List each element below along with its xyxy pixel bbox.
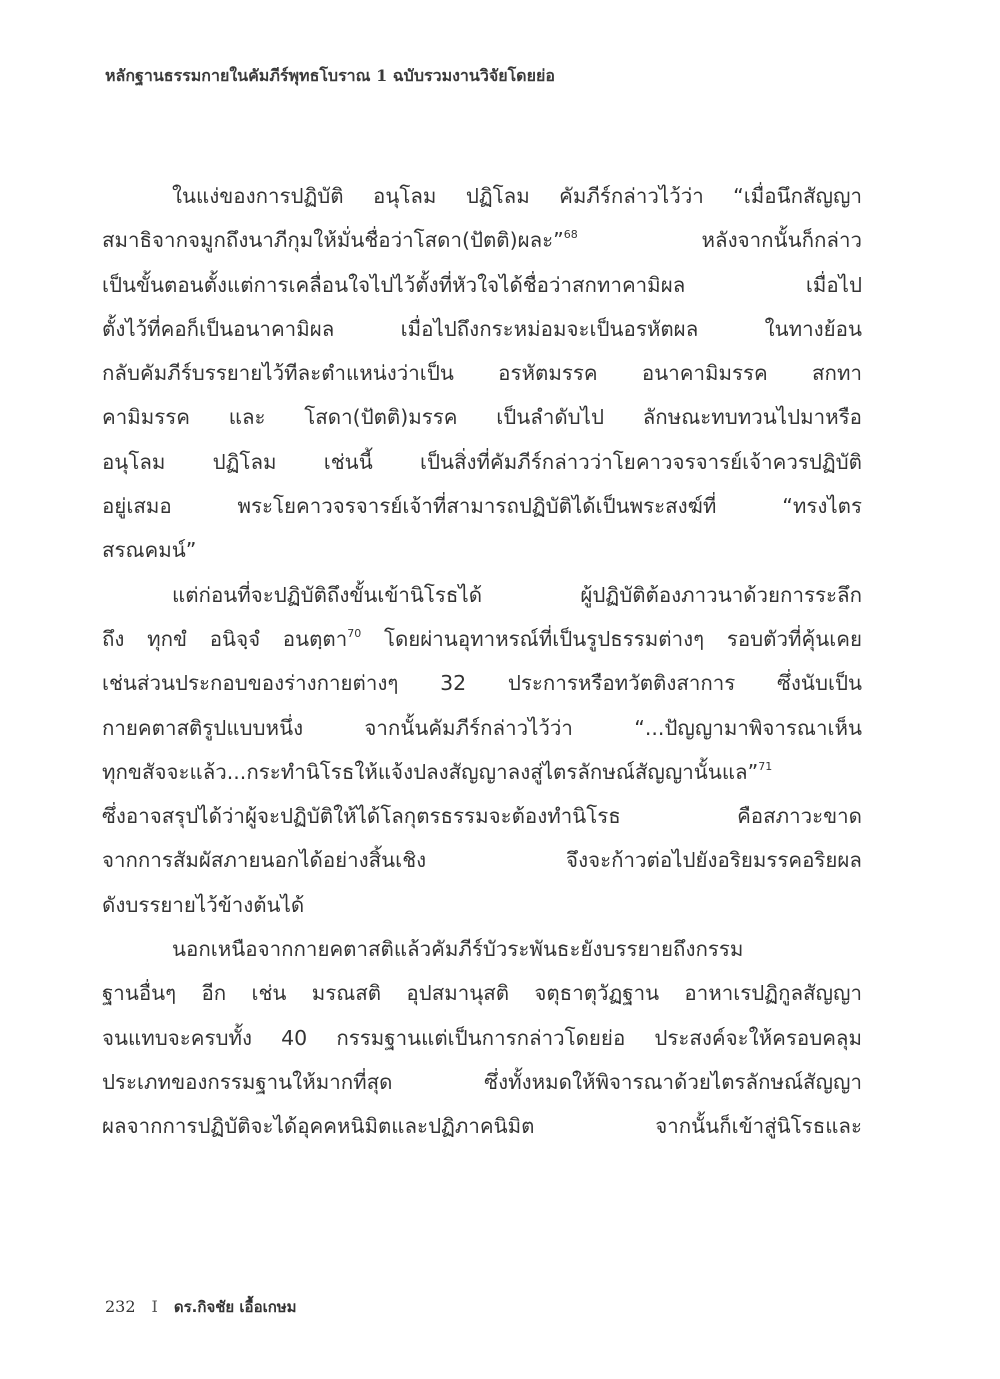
author-name: ดร.กิจชัย เอื้อเกษม	[173, 1298, 297, 1316]
text-line: ประเภทของกรรมฐานให้มากที่สุด ซึ่งทั้งหมดให้พิจารณาด้วยไตรลักษณ์สัญญา	[102, 1069, 862, 1094]
running-header	[105, 64, 555, 89]
text-line: ดังบรรยายไว้ข้างต้นได้	[102, 892, 305, 917]
text-line: ในแง่ของการปฏิบัติ อนุโลม ปฏิโลม คัมภีร์กล่าวไว้ว่า “เมื่อนึกสัญญา	[172, 184, 862, 208]
footnote-ref: 68	[563, 228, 578, 242]
text-line: อยู่เสมอ พระโยคาวจรจารย์เจ้าที่สามารถปฏิบัติได้เป็นพระสงฆ์ที่ “ทรงไตร	[102, 494, 862, 519]
body-text	[102, 174, 862, 1149]
text-line: ถึง ทุกขํ อนิจฺจํ อนตฺตา$^{70}$ โดยผ่านอุทาหรณ์ที่เป็นรูปธรรมต่างๆ รอบตัวที่คุ้นเคย	[102, 626, 862, 651]
text-line: อนุโลม ปฏิโลม เช่นนี้ เป็นสิ่งที่คัมภีร์กล่าวว่าโยคาวจรจารย์เจ้าควรปฏิบัติ	[102, 449, 862, 474]
footer-separator: I	[151, 1297, 158, 1316]
text-line: คามิมรรค และ โสดา(ปัตติ)มรรค เป็นลำดับไป ลักษณะทบทวนไปมาหรือ	[102, 405, 862, 430]
paragraph-2	[102, 573, 862, 927]
text-line: ทุกขสัจจะแล้ว...กระทำนิโรธให้แจ้งปลงสัญญาลงสู่ไตรลักษณ์สัญญานั้นแล”$^{71}$	[102, 759, 773, 784]
text-line: แต่ก่อนที่จะปฏิบัติถึงขั้นเข้านิโรธได้ ผู้ปฏิบัติต้องภาวนาด้วยการระลึก	[172, 582, 862, 607]
text-line: เป็นขั้นตอนตั้งแต่การเคลื่อนใจไปไว้ตั้งที่หัวใจได้ชื่อว่าสกทาคามิผล เมื่อไป	[102, 272, 862, 297]
text-line: จนแทบจะครบทั้ง 40 กรรมฐานแต่เป็นการกล่าวโดยย่อ ประสงค์จะให้ครอบคลุม	[102, 1025, 862, 1050]
text-line: จากการสัมผัสภายนอกได้อย่างสิ้นเชิง จึงจะก้าวต่อไปยังอริยมรรคอริยผล	[102, 848, 862, 873]
text-line: กลับคัมภีร์บรรยายไว้ทีละตำแหน่งว่าเป็น อรหัตมรรค อนาคามิมรรค สกทา	[102, 361, 862, 386]
text-line: เช่นส่วนประกอบของร่างกายต่างๆ 32 ประการหรือทวัตติงสาการ ซึ่งนับเป็น	[102, 671, 862, 696]
book-title: หลักฐานธรรมกายในคัมภีร์พุทธโบราณ 1 ฉบับรวมงานวิจัยโดยย่อ	[105, 66, 555, 85]
paragraph-3	[102, 927, 862, 1148]
text-line: ตั้งไว้ที่คอก็เป็นอนาคามิผล เมื่อไปถึงกระหม่อมจะเป็นอรหัตผล ในทางย้อน	[102, 316, 862, 341]
text-line: นอกเหนือจากกายคตาสติแล้วคัมภีร์บัวระพันธะยังบรรยายถึงกรรม	[172, 937, 744, 962]
text-line: สมาธิจากจมูกถึงนาภีกุมให้มั่นชื่อว่าโสดา(ปัตติ)ผละ”$^{68}$ หลังจากนั้นก็กล่าว	[102, 228, 862, 253]
footnote-ref: 71	[758, 759, 773, 773]
page-number: 232	[105, 1297, 136, 1316]
page-footer	[105, 1295, 297, 1319]
paragraph-1	[102, 174, 862, 573]
text-line: ผลจากการปฏิบัติจะได้อุคคหนิมิตและปฏิภาคนิมิต จากนั้นก็เข้าสู่นิโรธและ	[102, 1114, 862, 1139]
text-line: สรณคมน์”	[102, 538, 197, 563]
text-line: กายคตาสติรูปแบบหนึ่ง จากนั้นคัมภีร์กล่าวไว้ว่า “...ปัญญามาพิจารณาเห็น	[102, 715, 862, 740]
text-line: ฐานอื่นๆ อีก เช่น มรณสติ อุปสมานุสติ จตุธาตุวัฏฐาน อาหาเรปฏิกูลสัญญา	[102, 981, 862, 1006]
footnote-ref: 70	[347, 626, 362, 640]
text-line: ซึ่งอาจสรุปได้ว่าผู้จะปฏิบัติให้ได้โลกุตรธรรมจะต้องทำนิโรธ คือสภาวะขาด	[102, 804, 862, 829]
